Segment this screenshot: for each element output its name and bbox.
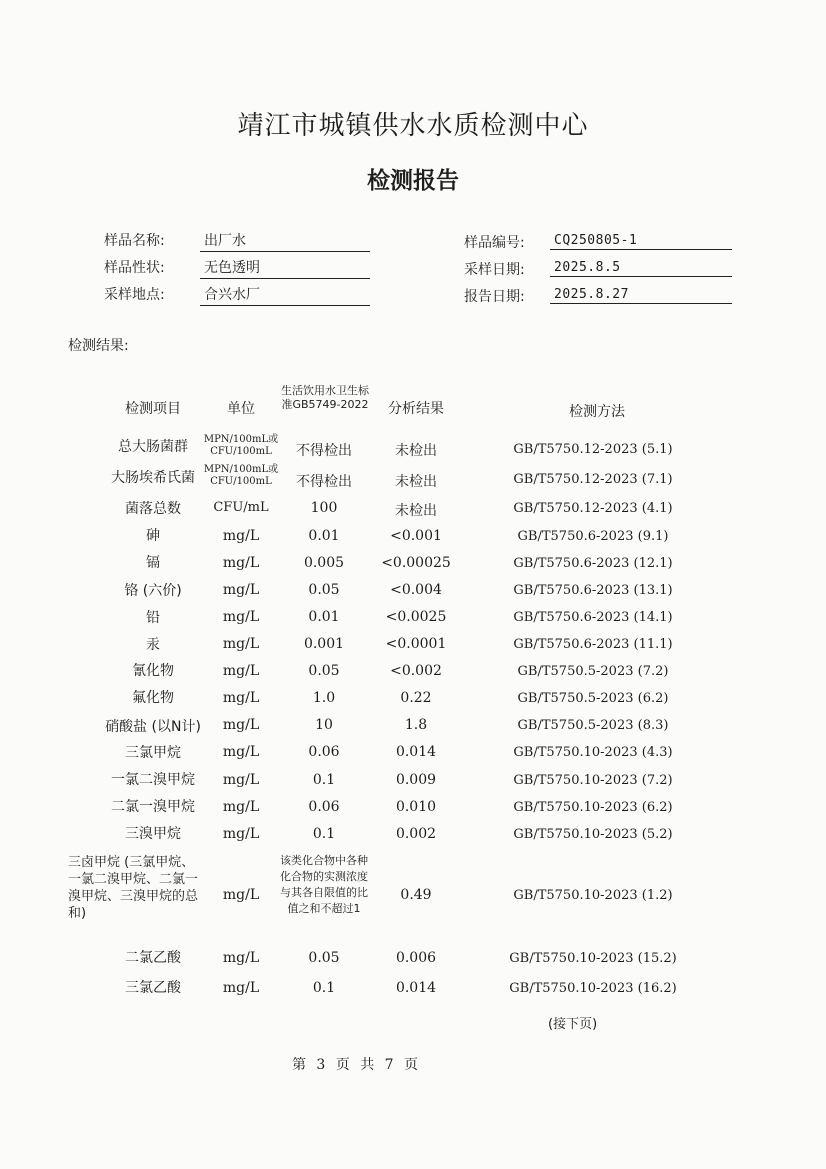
row-standard: 100 — [310, 500, 338, 516]
row-method: GB/T5750.10-2023 (5.2) — [513, 827, 673, 842]
row-unit: mg/L — [222, 636, 260, 652]
row-item: 砷 — [146, 528, 160, 544]
row-unit: CFU/mL — [213, 500, 269, 515]
row-unit: mg/L — [222, 950, 260, 966]
row-standard: 1.0 — [312, 690, 336, 706]
row-method: GB/T5750.5-2023 (8.3) — [517, 718, 669, 733]
row-unit: mg/L — [222, 980, 260, 996]
header-standard: 生活饮用水卫生标准GB5749-2022 — [281, 384, 369, 411]
header-unit: 单位 — [227, 401, 255, 417]
report-date-label: 报告日期: — [464, 289, 525, 305]
sampling-date-label: 采样日期: — [464, 262, 525, 278]
sampling-date-value: 2025.8.5 — [550, 260, 732, 277]
row-result: <0.004 — [390, 582, 442, 598]
row-unit: mg/L — [222, 887, 260, 903]
row-unit: MPN/100mL或CFU/100mL — [203, 464, 279, 487]
row-item: 铅 — [146, 610, 160, 626]
row-result: 1.8 — [404, 717, 428, 733]
row-result: 0.22 — [400, 690, 432, 706]
row-result: 未检出 — [395, 503, 437, 519]
sample-appearance-label: 样品性状: — [104, 260, 165, 276]
row-unit: mg/L — [222, 528, 260, 544]
row-standard: 0.05 — [308, 663, 340, 679]
row-result: 未检出 — [395, 443, 437, 459]
row-result: <0.00025 — [381, 555, 451, 571]
row-method: GB/T5750.6-2023 (11.1) — [513, 637, 673, 652]
row-method: GB/T5750.10-2023 (4.3) — [513, 745, 673, 760]
row-item: 二氯乙酸 — [125, 950, 181, 966]
results-label: 检测结果: — [68, 338, 129, 354]
row-result: <0.001 — [390, 528, 442, 544]
row-result: 0.010 — [395, 799, 437, 815]
row-standard: 不得检出 — [296, 474, 352, 490]
sample-name-value: 出厂水 — [200, 230, 370, 252]
row-method: GB/T5750.6-2023 (9.1) — [517, 529, 669, 544]
row-standard: 不得检出 — [296, 443, 352, 459]
report-title: 检测报告 — [367, 168, 459, 194]
row-result: 0.014 — [395, 980, 437, 996]
row-method: GB/T5750.12-2023 (4.1) — [513, 501, 673, 516]
row-unit: mg/L — [222, 717, 260, 733]
row-standard: 0.01 — [308, 609, 340, 625]
sample-number-value: CQ250805-1 — [550, 233, 732, 250]
row-result: <0.0001 — [385, 636, 447, 652]
page-number: 第 3 页 共 7 页 — [291, 1057, 419, 1073]
row-unit: mg/L — [222, 690, 260, 706]
row-unit: MPN/100mL或CFU/100mL — [203, 434, 279, 457]
row-method: GB/T5750.12-2023 (7.1) — [513, 472, 673, 487]
row-method: GB/T5750.5-2023 (6.2) — [517, 691, 669, 706]
row-result: 0.009 — [395, 772, 437, 788]
row-unit: mg/L — [222, 555, 260, 571]
row-item: 氟化物 — [132, 690, 174, 706]
row-method: GB/T5750.10-2023 (15.2) — [509, 951, 677, 966]
row-item: 氰化物 — [132, 663, 174, 679]
row-item: 一氯二溴甲烷 — [111, 772, 195, 788]
row-unit: mg/L — [222, 582, 260, 598]
row-item: 三卤甲烷 (三氯甲烷、一氯二溴甲烷、二氯一溴甲烷、三溴甲烷的总和) — [68, 855, 199, 921]
row-item: 三溴甲烷 — [125, 826, 181, 842]
row-standard: 0.1 — [312, 980, 336, 996]
row-standard: 0.06 — [308, 744, 340, 760]
row-item: 三氯乙酸 — [125, 980, 181, 996]
row-method: GB/T5750.12-2023 (5.1) — [513, 442, 673, 457]
row-item: 二氯一溴甲烷 — [111, 799, 195, 815]
row-result: 0.014 — [395, 744, 437, 760]
row-method: GB/T5750.6-2023 (14.1) — [513, 610, 673, 625]
row-unit: mg/L — [222, 772, 260, 788]
continued-note: (接下页) — [548, 1017, 598, 1032]
row-method: GB/T5750.10-2023 (7.2) — [513, 773, 673, 788]
sampling-location-value: 合兴水厂 — [200, 284, 370, 306]
row-result: 未检出 — [395, 474, 437, 490]
sample-number-label: 样品编号: — [464, 235, 525, 251]
row-unit: mg/L — [222, 826, 260, 842]
row-unit: mg/L — [222, 663, 260, 679]
row-item: 大肠埃希氏菌 — [111, 470, 195, 486]
sample-name-label: 样品名称: — [104, 233, 165, 249]
row-method: GB/T5750.6-2023 (13.1) — [513, 583, 673, 598]
row-item: 总大肠菌群 — [118, 439, 188, 455]
row-result: <0.0025 — [385, 609, 447, 625]
row-unit: mg/L — [222, 609, 260, 625]
sample-appearance-value: 无色透明 — [200, 257, 370, 279]
row-item: 三氯甲烷 — [125, 745, 181, 761]
row-standard: 0.05 — [308, 582, 340, 598]
row-result: <0.002 — [390, 663, 442, 679]
row-item: 硝酸盐 (以N计) — [105, 719, 201, 735]
header-result: 分析结果 — [388, 401, 444, 417]
report-date-value: 2025.8.27 — [550, 287, 732, 304]
row-method: GB/T5750.10-2023 (16.2) — [509, 981, 677, 996]
row-standard: 0.06 — [308, 799, 340, 815]
row-unit: mg/L — [222, 799, 260, 815]
row-method: GB/T5750.10-2023 (1.2) — [513, 888, 673, 903]
row-method: GB/T5750.10-2023 (6.2) — [513, 800, 673, 815]
row-standard: 0.05 — [308, 950, 340, 966]
row-standard: 0.005 — [303, 555, 345, 571]
row-standard: 0.01 — [308, 528, 340, 544]
row-item: 菌落总数 — [125, 501, 181, 517]
row-standard: 0.1 — [312, 826, 336, 842]
row-result: 0.49 — [400, 887, 432, 903]
row-method: GB/T5750.6-2023 (12.1) — [513, 556, 673, 571]
row-item: 铬 (六价) — [124, 583, 182, 599]
row-standard: 0.001 — [303, 636, 345, 652]
row-result: 0.006 — [395, 950, 437, 966]
row-result: 0.002 — [395, 826, 437, 842]
row-unit: mg/L — [222, 744, 260, 760]
row-item: 镉 — [146, 555, 160, 571]
header-method: 检测方法 — [569, 404, 625, 420]
organization-title: 靖江市城镇供水水质检测中心 — [237, 111, 589, 141]
row-item: 汞 — [146, 637, 160, 653]
sampling-location-label: 采样地点: — [104, 287, 165, 303]
header-item: 检测项目 — [125, 401, 181, 417]
row-standard: 10 — [315, 717, 333, 733]
row-standard: 该类化合物中各种化合物的实测浓度与其各自限值的比值之和不超过1 — [280, 854, 368, 915]
row-standard: 0.1 — [312, 772, 336, 788]
row-method: GB/T5750.5-2023 (7.2) — [517, 664, 669, 679]
